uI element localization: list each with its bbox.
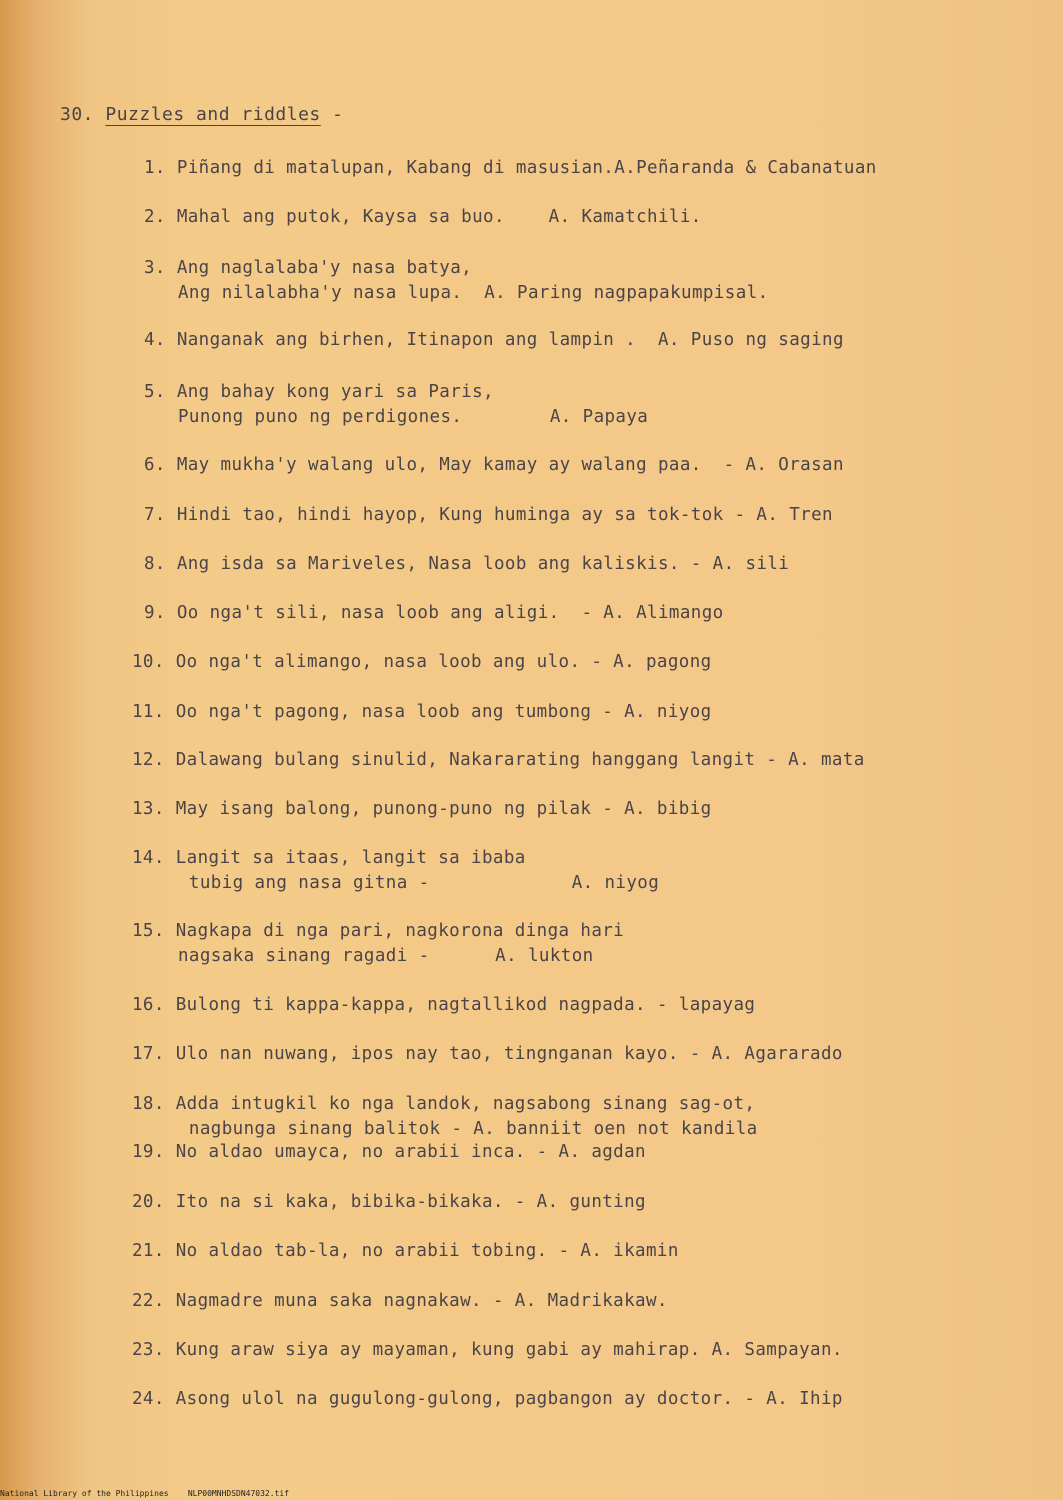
item-text: Ang naglalaba'y nasa batya,	[176, 258, 473, 278]
item-number: 7.	[144, 505, 166, 525]
item-text: Hindi tao, hindi hayop, Kung huminga ay sa tok-tok - A. Tren	[176, 505, 833, 525]
item-text: Oo nga't sili, nasa loob ang aligi. - A. Alimango	[176, 603, 724, 623]
item-text-line2: nagsaka sinang ragadi - A. lukton	[178, 946, 594, 966]
riddle-item	[144, 503, 833, 528]
item-number: 24.	[132, 1389, 165, 1409]
item-text: May isang balong, punong-puno ng pilak - A. bibig	[175, 799, 712, 819]
item-text: Mahal ang putok, Kaysa sa buo. A. Kamatchili.	[176, 207, 702, 227]
item-number: 11.	[132, 702, 165, 722]
riddle-item	[132, 1140, 646, 1165]
riddle-item	[132, 650, 712, 675]
item-number: 6.	[144, 455, 166, 475]
riddle-item	[144, 453, 844, 478]
item-number: 3.	[144, 258, 166, 278]
item-number: 12.	[132, 750, 165, 770]
riddle-item	[144, 601, 724, 626]
riddle-item	[144, 156, 877, 181]
item-number: 14.	[132, 848, 165, 868]
item-text: Adda intugkil ko nga landok, nagsabong sinang sag-ot,	[175, 1094, 756, 1114]
item-number: 16.	[132, 995, 165, 1015]
item-text: Nanganak ang birhen, Itinapon ang lampin . A. Puso ng saging	[176, 330, 844, 350]
item-text: Ito na si kaka, bibika-bikaka. - A. gunting	[175, 1192, 646, 1212]
riddle-item	[132, 993, 755, 1018]
item-text: Ulo nan nuwang, ipos nay tao, tingnganan kayo. - A. Agararado	[175, 1044, 843, 1064]
riddle-item	[132, 1338, 843, 1363]
item-number: 18.	[132, 1094, 165, 1114]
riddle-item	[144, 328, 844, 353]
item-number: 20.	[132, 1192, 165, 1212]
riddle-item	[132, 846, 659, 896]
item-number: 9.	[144, 603, 166, 623]
item-number: 21.	[132, 1241, 165, 1261]
riddle-item	[144, 256, 769, 306]
item-text-line2: nagbunga sinang balitok - A. banniit oen not kandila	[178, 1119, 758, 1139]
riddle-item	[132, 1387, 843, 1412]
item-text: Ang bahay kong yari sa Paris,	[176, 382, 494, 402]
item-text: Oo nga't pagong, nasa loob ang tumbong - A. niyog	[175, 702, 712, 722]
riddle-item	[132, 748, 865, 773]
section-heading	[60, 104, 343, 125]
item-number: 10.	[132, 652, 165, 672]
item-text: No aldao tab-la, no arabii tobing. - A. ikamin	[175, 1241, 679, 1261]
item-text: Dalawang bulang sinulid, Nakararating hanggang langit - A. mata	[175, 750, 865, 770]
item-number: 17.	[132, 1044, 165, 1064]
item-text: Nagkapa di nga pari, nagkorona dinga hari	[175, 921, 625, 941]
item-number: 8.	[144, 554, 166, 574]
item-number: 23.	[132, 1340, 165, 1360]
item-text: Nagmadre muna saka nagnakaw. - A. Madrikakaw.	[175, 1291, 668, 1311]
riddle-item	[144, 552, 789, 577]
item-number: 5.	[144, 382, 166, 402]
riddle-item	[132, 1239, 679, 1264]
item-number: 1.	[144, 158, 166, 178]
item-text-line2: tubig ang nasa gitna - A. niyog	[178, 873, 660, 893]
riddle-item	[132, 1092, 758, 1142]
item-text: No aldao umayca, no arabii inca. - A. agdan	[175, 1142, 646, 1162]
riddle-item	[132, 919, 624, 969]
section-title-suffix: -	[320, 104, 344, 125]
riddle-item	[132, 1190, 646, 1215]
riddle-item	[132, 797, 712, 822]
item-text: May mukha'y walang ulo, May kamay ay walang paa. - A. Orasan	[176, 455, 844, 475]
item-text: Bulong ti kappa-kappa, nagtallikod nagpada. - lapayag	[175, 995, 756, 1015]
riddle-item	[144, 380, 648, 430]
item-text: Ang isda sa Mariveles, Nasa loob ang kaliskis. - A. sili	[176, 554, 790, 574]
item-number: 19.	[132, 1142, 165, 1162]
section-number: 30.	[60, 104, 95, 125]
scan-footer: National Library of the Philippines NLP00MNHDSDN47032.tif	[0, 1489, 289, 1498]
item-text: Kung araw siya ay mayaman, kung gabi ay mahirap. A. Sampayan.	[175, 1340, 843, 1360]
riddle-item	[132, 1042, 843, 1067]
item-text: Langit sa itaas, langit sa ibaba	[175, 848, 526, 868]
item-text: Asong ulol na gugulong-gulong, pagbangon ay doctor. - A. Ihip	[175, 1389, 843, 1409]
item-text: Piñang di matalupan, Kabang di masusian.A.Peñaranda & Cabanatuan	[176, 158, 877, 178]
riddle-item	[132, 700, 712, 725]
item-number: 13.	[132, 799, 165, 819]
item-number: 15.	[132, 921, 165, 941]
item-text-line2: Punong puno ng perdigones. A. Papaya	[178, 407, 649, 427]
item-text-line2: Ang nilalabha'y nasa lupa. A. Paring nagpapakumpisal.	[178, 283, 769, 303]
item-text: Oo nga't alimango, nasa loob ang ulo. - A. pagong	[175, 652, 712, 672]
riddle-item	[132, 1289, 668, 1314]
section-title: Puzzles and riddles	[105, 104, 321, 125]
item-number: 22.	[132, 1291, 165, 1311]
item-number: 4.	[144, 330, 166, 350]
item-number: 2.	[144, 207, 166, 227]
riddle-item	[144, 205, 702, 230]
